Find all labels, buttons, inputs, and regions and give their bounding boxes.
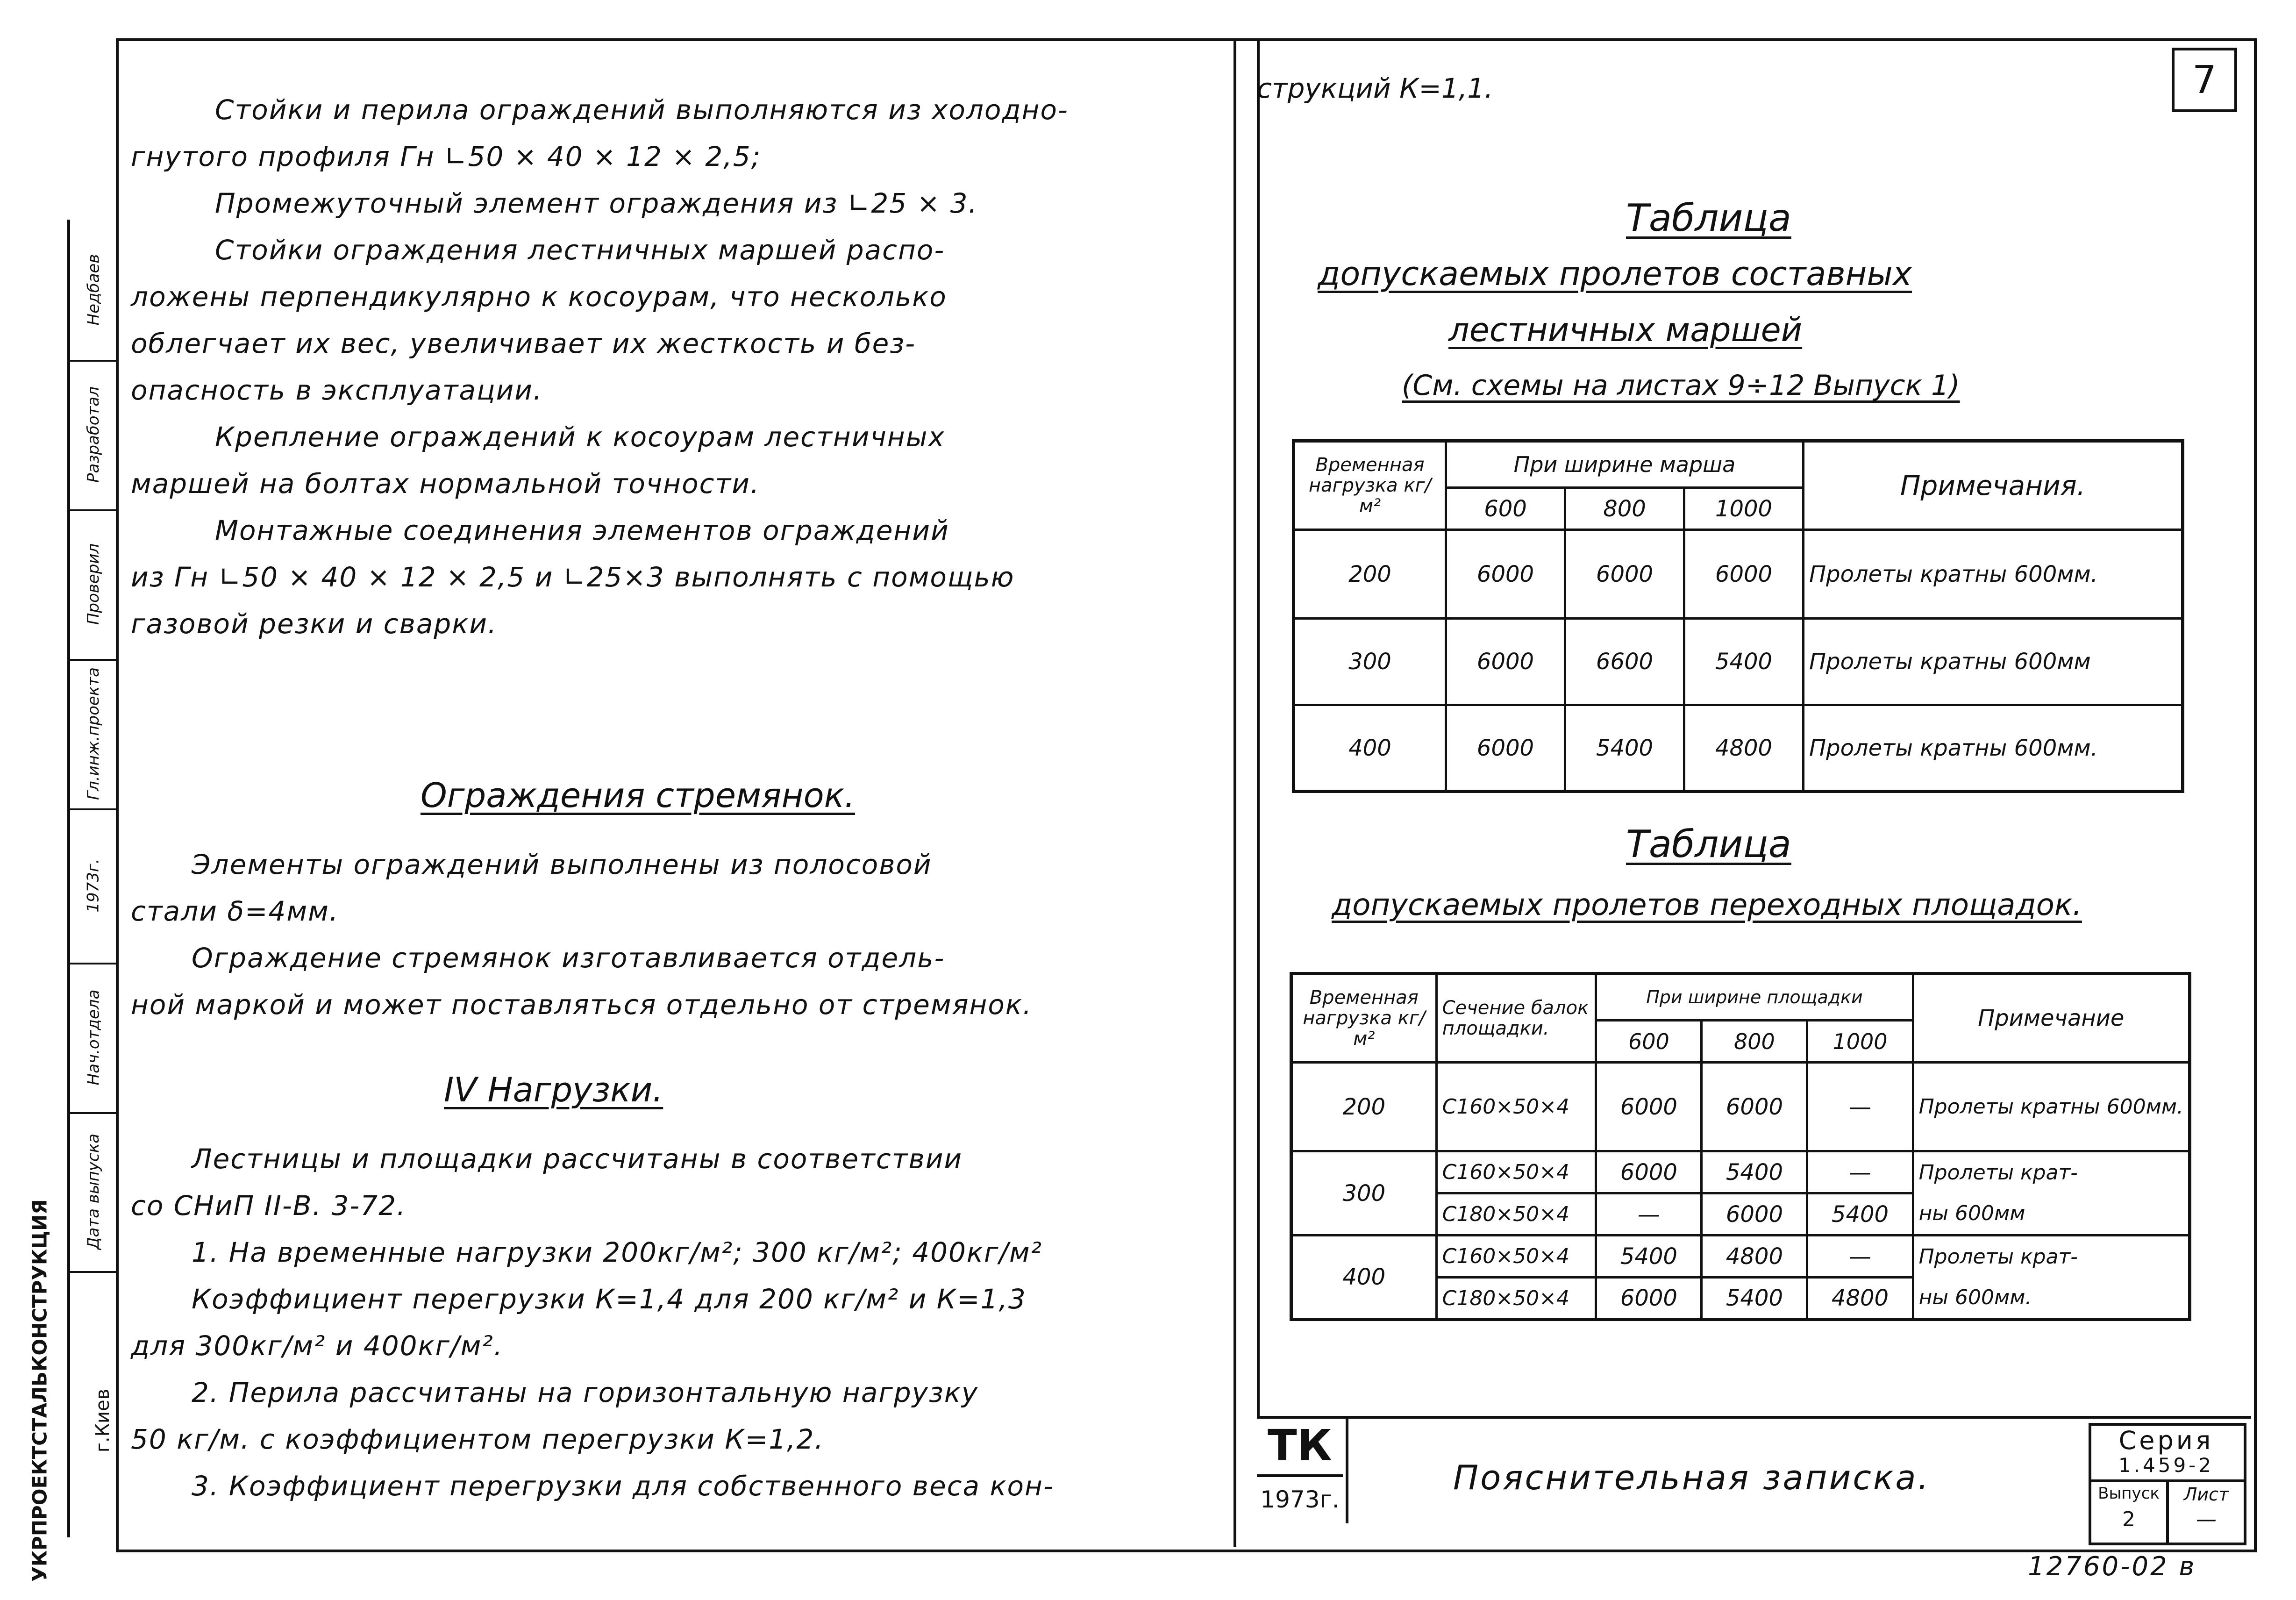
text-line: маршей на болтах нормальной точности. [131, 468, 760, 500]
cell-note: Пролеты кратны 600мм [1804, 619, 2183, 705]
col-header-load: Временная нагрузка кг/м² [1294, 441, 1446, 530]
cell-value: 6000 [1596, 1278, 1702, 1320]
sidebar-cell-author: Разработал [70, 360, 117, 511]
sidebar-cell-year: 1973г. [70, 808, 117, 964]
table1-title: Таблица [1626, 196, 1791, 240]
table-row [1291, 1151, 2190, 1193]
width-1000: 1000 [1807, 1021, 1913, 1063]
cell-value: — [1807, 1063, 1913, 1151]
text-line: Коэффициент перегрузки К=1,4 для 200 кг/м² и К=1,3 [192, 1283, 1027, 1315]
center-divider [1234, 38, 1236, 1547]
stamp-logo-box [1257, 1416, 1348, 1523]
sidebar-stamp [70, 220, 117, 1537]
text-line: для 300кг/м² и 400кг/м². [131, 1330, 504, 1362]
sheet-label: Лист [2183, 1484, 2229, 1505]
loads-section [131, 1136, 1224, 1509]
width-800: 800 [1702, 1021, 1807, 1063]
stamp-logo-divider [1257, 1474, 1343, 1477]
cell-load: 200 [1291, 1063, 1437, 1151]
sheet-value: — [2196, 1507, 2217, 1531]
stamp-title: Пояснительная записка. [1453, 1458, 1931, 1497]
cell-value: 5400 [1807, 1193, 1913, 1236]
cell-value: 4800 [1807, 1278, 1913, 1320]
stamp-year: 1973г. [1260, 1486, 1340, 1513]
table2-title: Таблица [1626, 822, 1791, 866]
text-line: 1. На временные нагрузки 200кг/м²; 300 кг/м²; 400кг/м² [192, 1236, 1042, 1268]
stamp-series-box [2089, 1423, 2246, 1545]
sidebar-organization: УКРПРОЕКТСТАЛЬКОНСТРУКЦИЯ [28, 1199, 51, 1582]
text-line: Монтажные соединения элементов ограждений [215, 514, 949, 546]
text-line: со СНиП II-В. 3-72. [131, 1190, 406, 1221]
table1-subtitle-1: допускаемых пролетов составных [1318, 255, 1912, 293]
inventory-number: 12760-02 в [2028, 1551, 2196, 1582]
text-line: Промежуточный элемент ограждения из ∟25 × 3. [215, 187, 978, 219]
cell-value: — [1596, 1193, 1702, 1236]
cell-value: 5400 [1684, 619, 1804, 705]
cell-note: ны 600мм. [1913, 1278, 2189, 1320]
text-line: гнутого профиля Гн ∟50 × 40 × 12 × 2,5; [131, 141, 762, 172]
text-line: газовой резки и сварки. [131, 608, 498, 640]
table-row [1294, 530, 2183, 619]
text-line: 50 кг/м. с коэффициентом перегрузки К=1,2. [131, 1423, 824, 1455]
col-header-section: Сечение балок площадки. [1436, 974, 1596, 1063]
cell-load: 400 [1294, 705, 1446, 792]
cell-section: С180×50×4 [1436, 1278, 1596, 1320]
text-line: ложены перпендикулярно к косоурам, что несколько [131, 281, 947, 313]
cell-value: 6000 [1446, 530, 1565, 619]
stamp-top-line [1257, 1416, 2251, 1419]
text-line: Стойки и перила ограждений выполняются из холодно- [215, 94, 1069, 126]
width-1000: 1000 [1684, 488, 1804, 530]
continuation-text: струкций К=1,1. [1257, 72, 1493, 104]
cell-value: 6000 [1702, 1193, 1807, 1236]
cell-load: 400 [1291, 1236, 1437, 1320]
heading-stremyanki: Ограждения стремянок. [421, 776, 855, 815]
cell-value: 6000 [1446, 619, 1565, 705]
text-line: облегчает их вес, увеличивает их жесткость и без- [131, 328, 916, 359]
cell-note: ны 600мм [1913, 1193, 2189, 1236]
cell-value: 6000 [1446, 705, 1565, 792]
cell-value: 6000 [1684, 530, 1804, 619]
text-line: 3. Коэффициент перегрузки для собственного веса кон- [192, 1470, 1054, 1502]
table-row [1291, 1063, 2190, 1151]
cell-value: — [1807, 1236, 1913, 1278]
sidebar-cell-checker: Проверил [70, 509, 117, 661]
col-header-load: Временная нагрузка кг/м² [1291, 974, 1437, 1063]
cell-value: 5400 [1596, 1236, 1702, 1278]
issue-label: Выпуск [2098, 1484, 2160, 1503]
cell-section: С160×50×4 [1436, 1063, 1596, 1151]
sidebar-cell-dept-head: Нач.отдела [70, 963, 117, 1114]
cell-note: Пролеты кратны 600мм. [1804, 705, 2183, 792]
col-header-note: Примечания. [1804, 441, 2183, 530]
table-row [1294, 619, 2183, 705]
heading-loads: IV Нагрузки. [444, 1070, 663, 1109]
text-line: Стойки ограждения лестничных маршей распо- [215, 234, 945, 266]
stamp-logo: ТК [1268, 1421, 1332, 1471]
text-line: Лестницы и площадки рассчитаны в соответствии [192, 1143, 963, 1175]
right-column-border [1257, 38, 1260, 1417]
cell-value: 6000 [1596, 1063, 1702, 1151]
width-600: 600 [1596, 1021, 1702, 1063]
col-header-width: При ширине марша [1446, 441, 1804, 488]
col-header-note: Примечание [1913, 974, 2189, 1063]
text-line: из Гн ∟50 × 40 × 12 × 2,5 и ∟25×3 выполнять с помощью [131, 561, 1015, 593]
cell-value: 5400 [1565, 705, 1684, 792]
sheet-number: 7 [2172, 48, 2237, 112]
table-row [1294, 705, 2183, 792]
col-header-width: При ширине площадки [1596, 974, 1913, 1021]
series-value: 1.459-2 [2118, 1454, 2214, 1477]
left-column [131, 86, 1224, 647]
sidebar-cell-developer: Недбаев [70, 220, 117, 362]
cell-value: 5400 [1702, 1151, 1807, 1193]
sidebar-city: г.Киев [92, 1388, 114, 1453]
text-line: стали δ=4мм. [131, 895, 339, 927]
cell-value: 4800 [1702, 1236, 1807, 1278]
text-line: ной маркой и может поставляться отдельно от стремянок. [131, 989, 1033, 1021]
cell-value: 6600 [1565, 619, 1684, 705]
text-line: Ограждение стремянок изготавливается отдель- [192, 942, 945, 974]
stremyanki-section [131, 841, 1224, 1028]
cell-load: 200 [1294, 530, 1446, 619]
cell-load: 300 [1294, 619, 1446, 705]
cell-value: 6000 [1702, 1063, 1807, 1151]
text-line: опасность в эксплуатации. [131, 374, 543, 406]
cell-note: Пролеты кратны 600мм. [1804, 530, 2183, 619]
text-line: Крепление ограждений к косоурам лестничных [215, 421, 945, 453]
spans-table-marches [1292, 439, 2184, 793]
cell-value: — [1807, 1151, 1913, 1193]
spans-table-platforms [1290, 972, 2191, 1321]
series-label: Серия [2118, 1426, 2214, 1455]
sidebar-cell-issue-date: Дата выпуска [70, 1112, 117, 1273]
cell-value: 6000 [1596, 1151, 1702, 1193]
cell-note: Пролеты крат- [1913, 1236, 2189, 1278]
width-800: 800 [1565, 488, 1684, 530]
table2-subtitle: допускаемых пролетов переходных площадок. [1332, 888, 2082, 922]
cell-value: 5400 [1702, 1278, 1807, 1320]
cell-load: 300 [1291, 1151, 1437, 1236]
table1-subtitle-2: лестничных маршей [1448, 311, 1803, 349]
table1-reference: (См. схемы на листах 9÷12 Выпуск 1) [1402, 369, 1960, 402]
cell-value: 6000 [1565, 530, 1684, 619]
cell-section: С160×50×4 [1436, 1151, 1596, 1193]
cell-value: 4800 [1684, 705, 1804, 792]
text-line: Элементы ограждений выполнены из полосовой [192, 849, 932, 880]
cell-note: Пролеты крат- [1913, 1151, 2189, 1193]
cell-note: Пролеты кратны 600мм. [1913, 1063, 2189, 1151]
sidebar-cell-chief-engineer: Гл.инж.проекта [70, 659, 117, 810]
table-row [1291, 1236, 2190, 1278]
width-600: 600 [1446, 488, 1565, 530]
issue-value: 2 [2122, 1507, 2135, 1531]
cell-section: С180×50×4 [1436, 1193, 1596, 1236]
cell-section: С160×50×4 [1436, 1236, 1596, 1278]
text-line: 2. Перила рассчитаны на горизонтальную нагрузку [192, 1377, 979, 1408]
